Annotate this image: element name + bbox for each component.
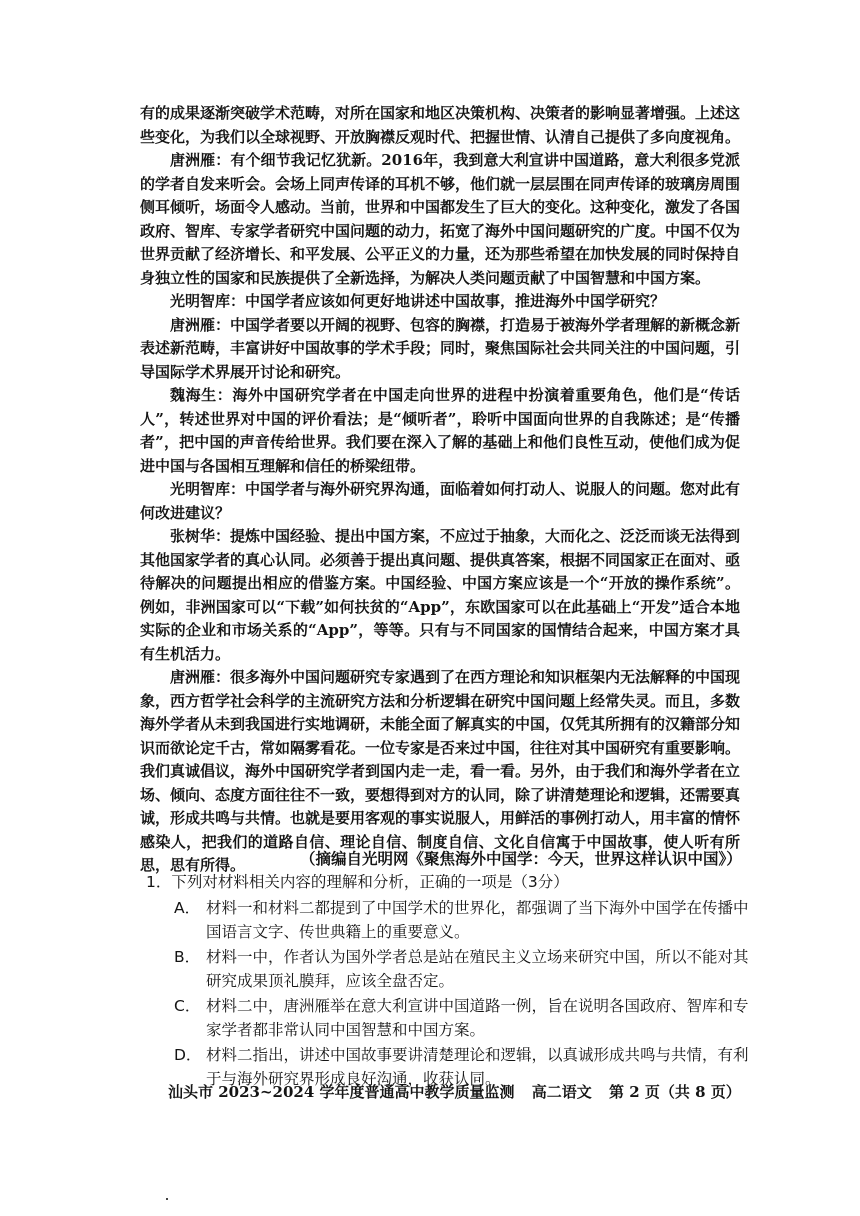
option-text: 材料二指出，讲述中国故事要讲清楚理论和逻辑，以真诚形成共鸣与共情，有利于与海外研究界形成良好沟通，收获认同。	[206, 1046, 749, 1088]
passage-paragraph: 唐洲雁：有个细节我记忆犹新。2016年，我到意大利宣讲中国道路，意大利很多党派的学者自发来听会。会场上同声传译的耳机不够，他们就一层层围在同声传译的玻璃房周围侧耳倾听，场面令人感动。当前，世界和中国都发生了巨大的变化。这种变化，激发了各国政府、智库、专家学者研究中国问题的动力，拓宽了海外中国问题研究的广度。中国不仅为世界贡献了经济增长、和平发展、公平正义的力量，还为那些希望在加快发展的同时保持自身独立性的国家和民族提供了全新选择，为解决人类问题贡献了中国智慧和中国方案。	[140, 151, 741, 287]
page-footer	[168, 1082, 768, 1102]
question-stem: 1．下列对材料相关内容的理解和分析，正确的一项是（3分）	[146, 873, 569, 891]
reading-passage	[140, 102, 740, 878]
option-b	[146, 945, 750, 993]
question-1	[146, 870, 750, 1092]
passage-paragraph: 光明智库：中国学者应该如何更好地讲述中国故事，推进海外中国学研究？	[170, 292, 666, 310]
option-c	[146, 994, 750, 1042]
option-letter: A．	[174, 899, 201, 917]
passage-paragraph: 张树华：提炼中国经验、提出中国方案，不应过于抽象，大而化之、泛泛而谈无法得到其他国家学者的真心认同。必须善于提出真问题、提供真答案，根据不同国家正在面对、亟待解决的问题提出相应的借鉴方案。中国经验、中国方案应该是一个“开放的操作系统”。例如，非洲国家可以“下载”如何扶贫的“App”，东欧国家可以在此基础上“开发”适合本地实际的企业和市场关系的“App”，等等。只有与不同国家的国情结合起来，中国方案才具有生机活力。	[140, 527, 741, 663]
source-citation: （摘编自光明网《聚焦海外中国学：今天，世界这样认识中国》）	[300, 850, 742, 868]
option-text: 材料二中，唐洲雁举在意大利宣讲中国道路一例，旨在说明各国政府、智库和专家学者都非常认同中国智慧和中国方案。	[206, 997, 749, 1039]
option-letter: B．	[174, 948, 201, 966]
option-text: 材料一中，作者认为国外学者总是站在殖民主义立场来研究中国，所以不能对其研究成果顶礼膜拜，应该全盘否定。	[206, 948, 749, 990]
passage-paragraph: 唐洲雁：很多海外中国问题研究专家遇到了在西方理论和知识框架内无法解释的中国现象，西方哲学社会科学的主流研究方法和分析逻辑在研究中国问题上经常失灵。而且，多数海外学者从未到我国进行实地调研，未能全面了解真实的中国，仅凭其所拥有的汉籍部分知识而欲论定千古，常如隔雾看花。一位专家是否来过中国，往往对其中国研究有重要影响。我们真诚倡议，海外中国研究学者到国内走一走，看一看。另外，由于我们和海外学者在立场、倾向、态度方面往往不一致，要想得到对方的认同，除了讲清楚理论和逻辑，还需要真诚，形成共鸣与共情。也就是要用客观的事实说服人，用鲜活的事例打动人，用丰富的情怀感染人，把我们的道路自信、理论自信、制度自信、文化自信寓于中国故事，使人听有所思，思有所得。	[140, 668, 741, 874]
passage-paragraph: 有的成果逐渐突破学术范畴，对所在国家和地区决策机构、决策者的影响显著增强。上述这些变化，为我们以全球视野、开放胸襟反观时代、把握世情、认清自己提供了多向度视角。	[140, 104, 741, 146]
footer-exam-title: 汕头市 2023~2024 学年度普通高中教学质量监测	[168, 1083, 515, 1101]
footer-subject: 高二语文	[531, 1083, 592, 1101]
footer-page-number: 第 2 页（共 8 页）	[609, 1083, 741, 1101]
scan-speck	[166, 1198, 168, 1200]
passage-paragraph: 光明智库：中国学者与海外研究界沟通，面临着如何打动人、说服人的问题。您对此有何改进建议？	[140, 480, 741, 522]
option-letter: C．	[174, 997, 201, 1015]
option-text: 材料一和材料二都提到了中国学术的世界化，都强调了当下海外中国学在传播中国语言文字、传世典籍上的重要意义。	[206, 899, 749, 941]
passage-paragraph: 唐洲雁：中国学者要以开阔的视野、包容的胸襟，打造易于被海外学者理解的新概念新表述新范畴，丰富讲好中国故事的学术手段；同时，聚焦国际社会共同关注的中国问题，引导国际学术界展开讨论和研究。	[140, 315, 741, 381]
option-letter: D．	[174, 1046, 202, 1064]
passage-paragraph: 魏海生：海外中国研究学者在中国走向世界的进程中扮演着重要角色，他们是“传话人”，转述世界对中国的评价看法；是“倾听者”，聆听中国面向世界的自我陈述；是“传播者”，把中国的声音传给世界。我们要在深入了解的基础上和他们良性互动，使他们成为促进中国与各国相互理解和信任的桥梁纽带。	[140, 386, 740, 475]
option-a	[146, 896, 750, 944]
